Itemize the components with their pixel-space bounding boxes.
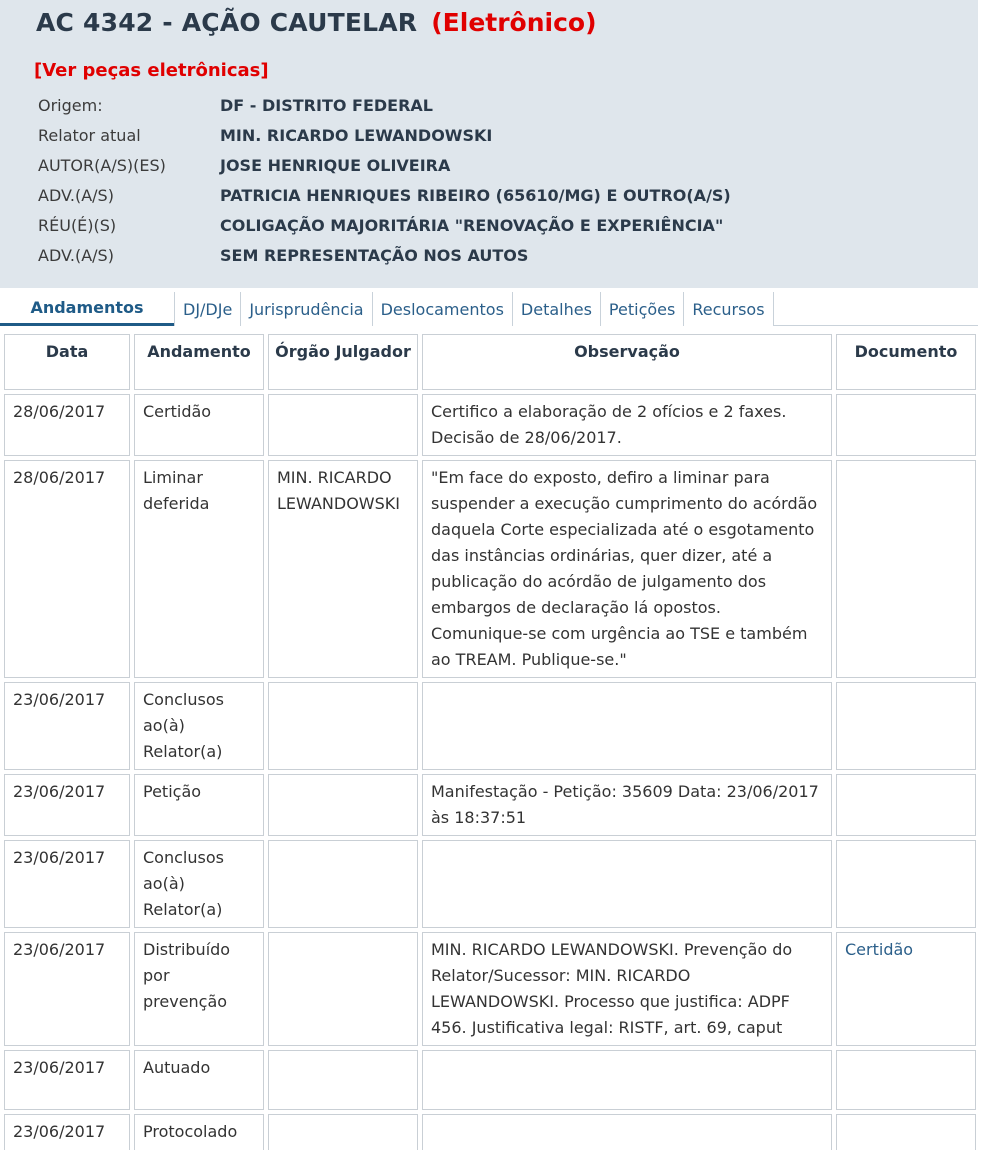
- party-row-autor: [38, 150, 958, 180]
- cell-observacao: Certifico a elaboração de 2 ofícios e 2 faxes. Decisão de 28/06/2017.: [422, 394, 832, 456]
- tab-detalhes[interactable]: Detalhes: [512, 292, 600, 326]
- table-row: [4, 682, 976, 770]
- cell-date: 23/06/2017: [4, 774, 130, 836]
- party-value: DF - DISTRITO FEDERAL: [220, 95, 433, 115]
- cell-andamento: Distribuído por prevenção: [134, 932, 264, 1046]
- certidao-document-link[interactable]: Certidão: [845, 940, 914, 959]
- tab-deslocamentos[interactable]: Deslocamentos: [372, 292, 512, 326]
- header-data: Data: [4, 334, 130, 390]
- cell-orgao: [268, 840, 418, 928]
- cell-documento: [836, 1114, 976, 1150]
- party-value: PATRICIA HENRIQUES RIBEIRO (65610/MG) E OUTRO(A/S): [220, 185, 731, 205]
- cell-date: 23/06/2017: [4, 932, 130, 1046]
- cell-orgao: [268, 1114, 418, 1150]
- tab-bar: [0, 292, 978, 326]
- table-row: [4, 774, 976, 836]
- case-header: [0, 0, 978, 288]
- header-observacao: Observação: [422, 334, 832, 390]
- cell-documento: [836, 840, 976, 928]
- table-row: [4, 840, 976, 928]
- table-row: [4, 932, 976, 1046]
- party-label: AUTOR(A/S)(ES): [38, 155, 166, 175]
- party-value: MIN. RICARDO LEWANDOWSKI: [220, 125, 493, 145]
- party-label: ADV.(A/S): [38, 245, 114, 265]
- cell-date: 28/06/2017: [4, 394, 130, 456]
- parties-list: [38, 90, 958, 270]
- cell-observacao: [422, 840, 832, 928]
- cell-date: 23/06/2017: [4, 840, 130, 928]
- cell-observacao: [422, 1114, 832, 1150]
- party-row-adv-autor: [38, 180, 958, 210]
- cell-andamento: Petição: [134, 774, 264, 836]
- cell-date: 23/06/2017: [4, 1114, 130, 1150]
- table-row: [4, 394, 976, 456]
- cell-documento: [836, 1050, 976, 1110]
- party-label: Relator atual: [38, 125, 141, 145]
- party-row-origem: [38, 90, 958, 120]
- cell-date: 23/06/2017: [4, 1050, 130, 1110]
- cell-observacao: MIN. RICARDO LEWANDOWSKI. Prevenção do Relator/Sucessor: MIN. RICARDO LEWANDOWSKI. Processo que justifica: ADPF 456. Justificativa legal: RISTF, art. 69, caput: [422, 932, 832, 1046]
- cell-observacao: [422, 682, 832, 770]
- cell-orgao: [268, 1050, 418, 1110]
- cell-orgao: [268, 682, 418, 770]
- cell-andamento: Conclusos ao(à) Relator(a): [134, 682, 264, 770]
- party-label: Origem:: [38, 95, 103, 115]
- title-row: [36, 8, 597, 40]
- cell-orgao: MIN. RICARDO LEWANDOWSKI: [268, 460, 418, 678]
- table-header-row: [4, 334, 976, 390]
- party-row-reu: [38, 210, 958, 240]
- tab-dj-dje[interactable]: DJ/DJe: [174, 292, 240, 326]
- party-row-adv-reu: [38, 240, 958, 270]
- tab-recursos[interactable]: Recursos: [683, 292, 773, 326]
- cell-observacao: [422, 1050, 832, 1110]
- tab-jurisprudencia[interactable]: Jurisprudência: [240, 292, 371, 326]
- cell-documento: [836, 774, 976, 836]
- party-label: RÉU(É)(S): [38, 215, 117, 235]
- table-row: [4, 1050, 976, 1110]
- tab-andamentos[interactable]: Andamentos: [0, 292, 174, 326]
- cell-orgao: [268, 932, 418, 1046]
- cell-orgao: [268, 394, 418, 456]
- header-orgao-julgador: Órgão Julgador: [268, 334, 418, 390]
- party-row-relator: [38, 120, 958, 150]
- tab-peticoes[interactable]: Petições: [600, 292, 683, 326]
- cell-observacao: "Em face do exposto, defiro a liminar para suspender a execução cumprimento do acórdão daquela Corte especializada até o esgotamento das instâncias ordinárias, quer dizer, até a publicação do acórdão de julgamento dos embargos de declaração lá opostos. Comunique-se com urgência ao TSE e também ao TREAM. Publique-se.": [422, 460, 832, 678]
- cell-andamento: Certidão: [134, 394, 264, 456]
- cell-andamento: Protocolado: [134, 1114, 264, 1150]
- table-row: [4, 1114, 976, 1150]
- cell-documento: [836, 460, 976, 678]
- case-title: AC 4342 - AÇÃO CAUTELAR: [36, 8, 418, 37]
- party-label: ADV.(A/S): [38, 185, 114, 205]
- cell-andamento: Liminar deferida: [134, 460, 264, 678]
- cell-documento: [836, 682, 976, 770]
- party-value: COLIGAÇÃO MAJORITÁRIA "RENOVAÇÃO E EXPERIÊNCIA": [220, 215, 724, 235]
- cell-date: 28/06/2017: [4, 460, 130, 678]
- header-andamento: Andamento: [134, 334, 264, 390]
- cell-date: 23/06/2017: [4, 682, 130, 770]
- case-type-label: (Eletrônico): [431, 8, 597, 37]
- party-value: SEM REPRESENTAÇÃO NOS AUTOS: [220, 245, 529, 265]
- ver-pecas-link[interactable]: [Ver peças eletrônicas]: [34, 60, 269, 81]
- cell-documento: [836, 394, 976, 456]
- cell-andamento: Conclusos ao(à) Relator(a): [134, 840, 264, 928]
- andamentos-table: [0, 330, 980, 1150]
- cell-orgao: [268, 774, 418, 836]
- party-value: JOSE HENRIQUE OLIVEIRA: [220, 155, 451, 175]
- table-row: [4, 460, 976, 678]
- header-documento: Documento: [836, 334, 976, 390]
- cell-documento: [836, 932, 976, 1046]
- cell-andamento: Autuado: [134, 1050, 264, 1110]
- cell-observacao: Manifestação - Petição: 35609 Data: 23/06/2017 às 18:37:51: [422, 774, 832, 836]
